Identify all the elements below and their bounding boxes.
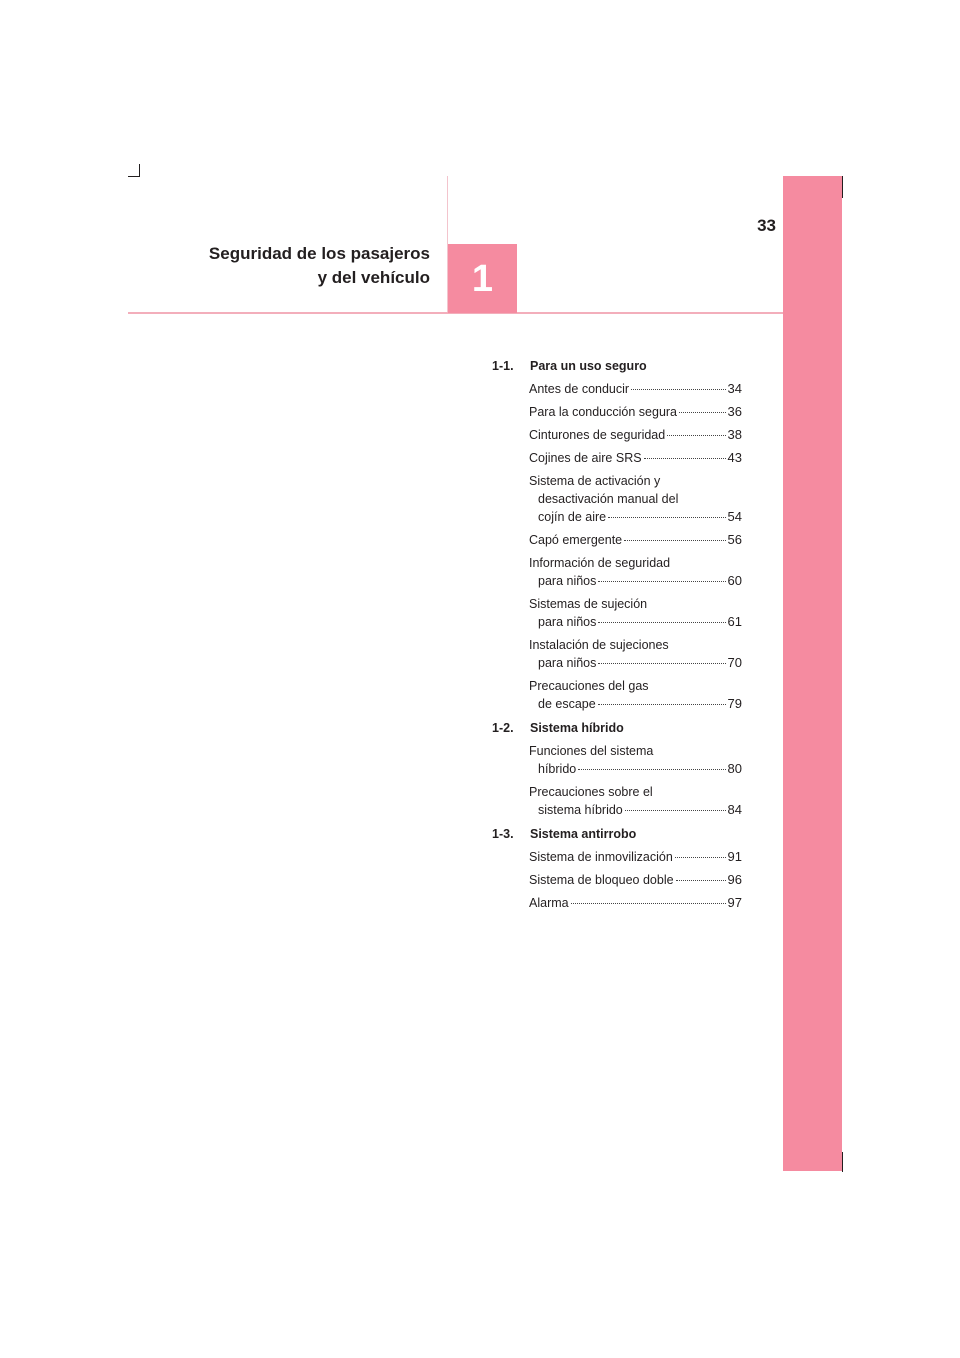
toc-entry-line: Precauciones sobre el — [529, 785, 653, 799]
toc-entry-title: Sistema de bloqueo doble — [529, 873, 674, 887]
toc-entry-page: 91 — [727, 849, 742, 864]
toc-entry-title: Capó emergente — [529, 533, 623, 547]
toc-entry-title: sistema híbrido — [538, 803, 623, 817]
toc-entry-title: de escape — [538, 697, 596, 711]
toc-entry-line: Información de seguridad — [529, 556, 671, 570]
toc-entry[interactable] — [529, 636, 742, 672]
dot-leader — [631, 389, 725, 390]
dot-leader — [578, 769, 725, 770]
toc-entry-page: 36 — [727, 404, 742, 419]
dot-leader — [676, 880, 726, 881]
toc-section-heading — [492, 356, 742, 376]
toc-entry-title: para niños — [538, 574, 597, 588]
toc-entry-line: Sistema de activación y — [529, 474, 661, 488]
toc-entry[interactable] — [529, 531, 742, 549]
toc-entry[interactable] — [529, 554, 742, 590]
toc-entry[interactable] — [529, 595, 742, 631]
toc-section-number: 1-2. — [492, 721, 514, 735]
dot-leader — [675, 857, 726, 858]
toc-entry[interactable] — [529, 677, 742, 713]
toc-entry-page: 97 — [727, 895, 742, 910]
toc-entry[interactable] — [529, 472, 742, 526]
dot-leader — [571, 903, 726, 904]
toc-entry-page: 54 — [727, 509, 742, 524]
toc-entry-title: híbrido — [538, 762, 577, 776]
page-number: 33 — [757, 216, 776, 235]
crop-mark-bottom-right-v — [842, 1152, 843, 1172]
toc-entry[interactable] — [529, 380, 742, 398]
dot-leader — [679, 412, 726, 413]
toc-entry[interactable] — [529, 894, 742, 912]
dot-leader — [598, 663, 725, 664]
toc-entry-line: Precauciones del gas — [529, 679, 649, 693]
toc-entry-line: Instalación de sujeciones — [529, 638, 669, 652]
dot-leader — [608, 517, 725, 518]
toc-entry-page: 70 — [727, 655, 742, 670]
toc-entry-page: 79 — [727, 696, 742, 711]
chapter-title-line2: y del vehículo — [317, 268, 430, 287]
crop-mark-top-left-v — [139, 164, 140, 176]
chapter-title-line1: Seguridad de los pasajeros — [208, 244, 430, 263]
crop-mark-top-right-v — [842, 176, 843, 198]
toc-section-heading — [492, 718, 742, 738]
toc-entry-line: Funciones del sistema — [529, 744, 654, 758]
chapter-title — [209, 242, 430, 290]
toc-entry-title: cojín de aire — [538, 510, 607, 524]
toc-entry-page: 38 — [727, 427, 742, 442]
toc-entry-line: desactivación manual del — [538, 492, 679, 506]
toc-entry-title: Cinturones de seguridad — [529, 428, 666, 442]
toc-entry-page: 60 — [727, 573, 742, 588]
toc-entry[interactable] — [529, 449, 742, 467]
toc-section-number: 1-3. — [492, 827, 514, 841]
toc-entry[interactable] — [529, 426, 742, 444]
toc-entry[interactable] — [529, 403, 742, 421]
dot-leader — [644, 458, 726, 459]
dot-leader — [598, 622, 725, 623]
table-of-contents — [492, 356, 742, 917]
toc-section-heading — [492, 824, 742, 844]
toc-section-title: Sistema híbrido — [530, 721, 624, 735]
toc-entry-line: Sistemas de sujeción — [529, 597, 648, 611]
toc-section-title: Para un uso seguro — [530, 359, 647, 373]
toc-entry-title: para niños — [538, 615, 597, 629]
toc-entry-title: Antes de conducir — [529, 382, 630, 396]
toc-entry[interactable] — [529, 848, 742, 866]
dot-leader — [625, 810, 726, 811]
toc-section-number: 1-1. — [492, 359, 514, 373]
dot-leader — [598, 704, 726, 705]
toc-entry-title: Cojines de aire SRS — [529, 451, 642, 465]
toc-entry-title: Alarma — [529, 896, 569, 910]
dot-leader — [598, 581, 725, 582]
toc-entry-page: 34 — [727, 381, 742, 396]
toc-section-title: Sistema antirrobo — [530, 827, 637, 841]
chapter-number-box: 1 — [448, 244, 517, 313]
side-tab — [783, 176, 842, 1171]
toc-entry[interactable] — [529, 742, 742, 778]
toc-entry-page: 56 — [727, 532, 742, 547]
toc-entry[interactable] — [529, 871, 742, 889]
toc-entry-page: 43 — [727, 450, 742, 465]
toc-entry[interactable] — [529, 783, 742, 819]
toc-entry-page: 80 — [727, 761, 742, 776]
toc-entry-page: 61 — [727, 614, 742, 629]
toc-entry-title: para niños — [538, 656, 597, 670]
toc-entry-page: 84 — [727, 802, 742, 817]
toc-entry-title: Para la conducción segura — [529, 405, 678, 419]
dot-leader — [667, 435, 725, 436]
crop-mark-top-left — [128, 176, 140, 177]
toc-entry-page: 96 — [727, 872, 742, 887]
dot-leader — [624, 540, 725, 541]
toc-entry-title: Sistema de inmovilización — [529, 850, 673, 864]
